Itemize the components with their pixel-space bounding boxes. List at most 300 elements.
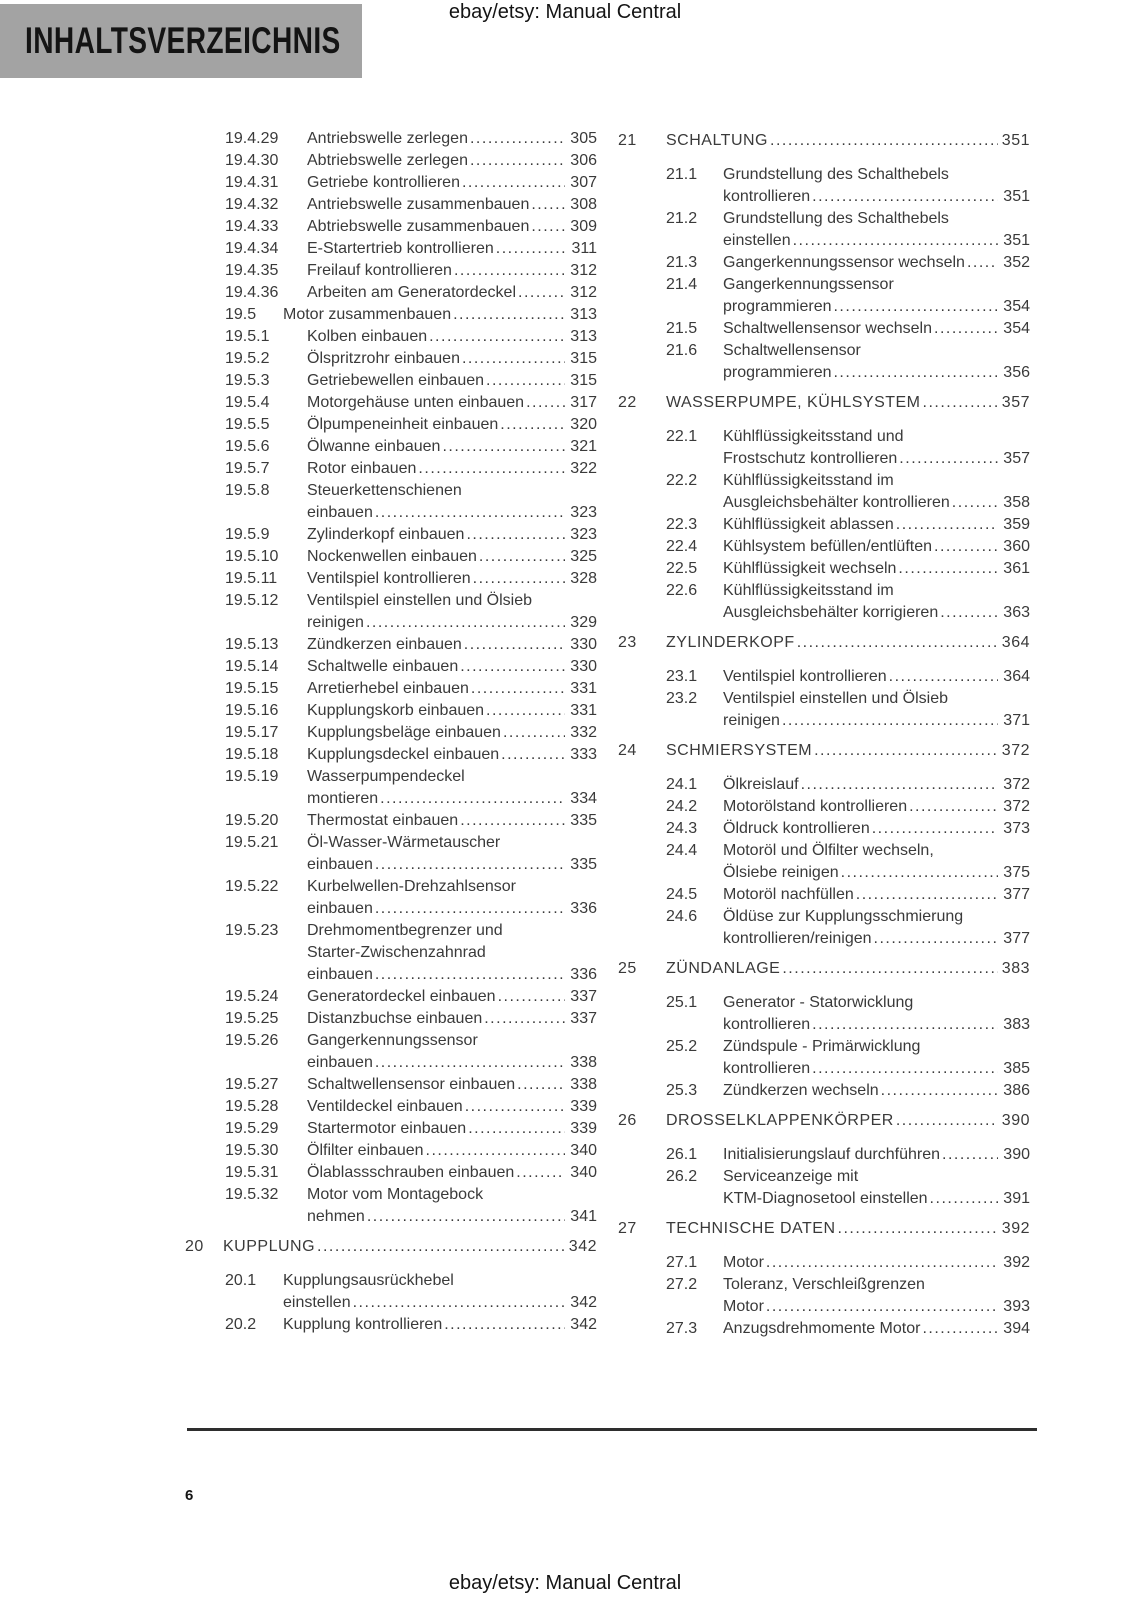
toc-entry-page: 351 [1001,132,1030,149]
toc-entry-number: 19.5.24 [225,988,279,1005]
dot-leader [500,414,565,436]
toc-entry-number: 22.1 [666,428,698,445]
toc-entry-number: 19.5.14 [225,658,279,675]
toc-entry-title: ZÜNDANLAGE [666,960,781,977]
toc-entry-number: 19.5.20 [225,812,279,829]
toc-entry [618,1036,1030,1080]
dot-leader [516,1162,565,1184]
toc-entry-page: 386 [1003,1082,1030,1099]
toc-entry-title: Zündkerzen einbauen [307,636,462,653]
toc-entry-body [307,480,597,524]
toc-entry-lastline [723,1014,1030,1036]
toc-entry-page: 360 [1003,538,1030,555]
toc-entry-page: 354 [1003,320,1030,337]
toc-entry-title: Kupplungskorb einbauen [307,702,485,719]
toc-entry-title: Motorölstand kontrollieren [723,798,908,815]
toc-entry-body [723,536,1030,558]
toc-entry-body [307,194,597,216]
toc-entry-body [283,1314,597,1336]
toc-entry-lastline [307,546,597,568]
toc-entry [185,436,597,458]
toc-entry-title: TECHNISCHE DATEN [666,1220,836,1237]
dot-leader [470,128,565,150]
toc-entry-title-line: Wasserpumpendeckel [307,768,465,785]
toc-entry-title: Startermotor einbauen [307,1120,467,1137]
toc-entry [618,666,1030,688]
toc-entry-title: programmieren [723,298,832,315]
toc-entry-number: 19.5.21 [225,834,279,851]
toc-entry-lastline [307,964,597,986]
toc-entry-body [283,1270,597,1314]
toc-entry [185,1030,597,1074]
toc-entry-lastline [307,744,597,766]
toc-entry-body [307,722,597,744]
toc-entry-lastline [307,458,597,480]
toc-entry-lastline [307,678,597,700]
toc-entry-body [723,1318,1030,1340]
toc-entry [618,252,1030,274]
dot-leader [923,392,998,414]
toc-entry-body [723,688,1030,732]
toc-entry-lastline [307,568,597,590]
toc-entry-body [723,1166,1030,1210]
toc-entry [185,172,597,194]
toc-entry-body [723,252,1030,274]
toc-entry-lastline [223,1236,597,1258]
toc-entry-lastline [666,1218,1030,1240]
toc-entry-number: 19.4.33 [225,218,279,235]
toc-entry-lastline [723,1188,1030,1210]
toc-entry-page: 351 [1003,188,1030,205]
toc-entry-number: 19.5.22 [225,878,279,895]
toc-entry [185,128,597,150]
toc-entry-lastline [307,1074,597,1096]
toc-entry-page: 340 [570,1164,597,1181]
toc-entry-page: 336 [570,966,597,983]
toc-entry-number: 22.6 [666,582,698,599]
toc-entry [185,370,597,392]
toc-entry-lastline [666,1110,1030,1132]
dot-leader [462,348,565,370]
toc-entry-lastline [283,304,597,326]
toc-entry-lastline [723,928,1030,950]
toc-entry-number: 20.2 [225,1316,257,1333]
toc-entry-lastline [307,194,597,216]
dot-leader [942,1144,998,1166]
toc-entry [185,1074,597,1096]
dot-leader [518,282,565,304]
toc-entry [185,722,597,744]
toc-entry-page: 317 [570,394,597,411]
toc-entry-title-line: Toleranz, Verschleißgrenzen [723,1276,925,1293]
toc-entry [185,260,597,282]
toc-entry-body [307,150,597,172]
dot-leader [770,130,998,152]
dot-leader [934,318,998,340]
toc-entry-title: Ölsiebe reinigen [723,864,839,881]
toc-entry-lastline [307,1096,597,1118]
dot-leader [471,678,565,700]
toc-entry-number: 25 [618,960,637,977]
toc-entry [185,524,597,546]
toc-entry-body [723,558,1030,580]
toc-entry-title: Generatordeckel einbauen [307,988,496,1005]
toc-entry-number: 22.4 [666,538,698,555]
toc-entry-lastline [307,414,597,436]
toc-entry-title-line: Kühlflüssigkeitsstand im [723,472,894,489]
dot-leader [797,632,998,654]
toc-entry [618,906,1030,950]
toc-entry-page: 335 [570,812,597,829]
toc-entry-title-line: Kühlflüssigkeitsstand und [723,428,904,445]
toc-entry [185,150,597,172]
toc-entry-body [307,832,597,876]
toc-entry-lastline [723,318,1030,340]
toc-entry [618,1144,1030,1166]
page-number: 6 [185,1487,194,1504]
dot-leader [484,1008,565,1030]
toc-entry-number: 21.5 [666,320,698,337]
toc-entry-page: 323 [570,526,597,543]
toc-entry-lastline [666,130,1030,152]
toc-entry-title-line: Motor vom Montagebock [307,1186,484,1203]
toc-entry-title: Motorgehäuse unten einbauen [307,394,525,411]
dot-leader [501,744,565,766]
toc-entry-body [723,274,1030,318]
toc-entry-lastline [723,186,1030,208]
toc-entry-page: 329 [570,614,597,631]
toc-entry-lastline [723,492,1030,514]
toc-entry-body [723,1036,1030,1080]
toc-entry-title: Schaltwelle einbauen [307,658,459,675]
toc-entry-number: 24.4 [666,842,698,859]
toc-entry-title: Kühlflüssigkeit ablassen [723,516,894,533]
toc-entry-title: einstellen [723,232,791,249]
toc-entry-title-line: Öldüse zur Kupplungsschmierung [723,908,964,925]
toc-entry-title: Schaltwellensensor einbauen [307,1076,516,1093]
toc-entry-number: 24.5 [666,886,698,903]
toc-entry-page: 373 [1003,820,1030,837]
dot-leader [498,986,565,1008]
toc-entry-lastline [723,666,1030,688]
toc-entry-lastline [307,150,597,172]
dot-leader [517,1074,565,1096]
toc-entry-body [307,128,597,150]
toc-entry-title: Motor [723,1298,764,1315]
toc-entry-lastline [723,536,1030,558]
dot-leader [317,1236,565,1258]
toc-entry-lastline [723,602,1030,624]
toc-entry [185,744,597,766]
toc-entry-page: 313 [570,306,597,323]
toc-entry-page: 315 [570,350,597,367]
toc-entry-title: KTM-Diagnosetool einstellen [723,1190,928,1207]
toc-entry-title: Motor zusammenbauen [283,306,452,323]
toc-entry-title: kontrollieren [723,1016,811,1033]
toc-entry-page: 391 [1003,1190,1030,1207]
toc-entry-number: 19.5.8 [225,482,270,499]
toc-entry-number: 23.1 [666,668,698,685]
toc-entry [185,458,597,480]
toc-entry-number: 26.1 [666,1146,698,1163]
dot-leader [486,700,565,722]
toc-entry-body [307,524,597,546]
toc-entry-page: 338 [570,1054,597,1071]
toc-entry-number: 24.2 [666,798,698,815]
toc-entry-page: 364 [1003,668,1030,685]
toc-entry [185,656,597,678]
toc-entry-page: 342 [570,1316,597,1333]
toc-entry-title-line: Generator - Statorwicklung [723,994,914,1011]
toc-entry-page: 342 [570,1294,597,1311]
toc-entry-body [307,370,597,392]
toc-entry-lastline [723,362,1030,384]
toc-entry-number: 27.1 [666,1254,698,1271]
toc-entry-body [666,130,1030,152]
toc-entry-lastline [723,818,1030,840]
toc-entry-title: kontrollieren [723,188,811,205]
toc-entry-body [307,1030,597,1074]
toc-entry-title-line: Öl-Wasser-Wärmetauscher [307,834,501,851]
toc-entry-title: Ventilspiel kontrollieren [307,570,471,587]
toc-entry-body [723,992,1030,1036]
toc-entry-page: 328 [570,570,597,587]
toc-entry-lastline [283,1314,597,1336]
toc-entry-body [307,656,597,678]
toc-entry-page: 372 [1001,742,1030,759]
toc-entry-body [307,568,597,590]
page-title-box [0,4,362,78]
toc-entry-body [307,1096,597,1118]
dot-leader [464,634,565,656]
toc-entry [618,774,1030,796]
toc-entry-number: 20 [185,1238,204,1255]
toc-entry-page: 331 [570,702,597,719]
toc-entry-title: Antriebswelle zerlegen [307,130,468,147]
toc-entry-body [307,282,597,304]
toc-entry-page: 357 [1003,450,1030,467]
toc-entry-lastline [307,1118,597,1140]
toc-entry-page: 372 [1003,798,1030,815]
toc-entry-body [307,216,597,238]
toc-entry-title-line: Gangerkennungssensor [307,1032,478,1049]
toc-entry-title: Getriebe kontrollieren [307,174,460,191]
toc-entry-page: 332 [570,724,597,741]
toc-entry-title-line: Kühlflüssigkeitsstand im [723,582,894,599]
toc-entry-body [307,260,597,282]
toc-entry-page: 385 [1003,1060,1030,1077]
toc-entry-body [723,906,1030,950]
toc-entry-title: Ventilspiel kontrollieren [723,668,887,685]
toc-entry-number: 19.5.31 [225,1164,279,1181]
toc-entry-title: Ventildeckel einbauen [307,1098,463,1115]
dot-leader [496,238,565,260]
toc-entry-page: 392 [1001,1220,1030,1237]
toc-entry-page: 354 [1003,298,1030,315]
toc-entry-body [283,304,597,326]
toc-entry-lastline [666,740,1030,762]
toc-entry-page: 342 [568,1238,597,1255]
toc-entry-page: 306 [570,152,597,169]
toc-entry-page: 383 [1001,960,1030,977]
toc-entry-title: Kupplungsdeckel einbauen [307,746,500,763]
toc-entry-body [723,1274,1030,1318]
dot-leader [470,150,565,172]
toc-entry-lastline [307,656,597,678]
toc-entry [618,1110,1030,1132]
toc-entry-body [723,796,1030,818]
toc-entry [185,1314,597,1336]
toc-entry-lastline [307,1052,597,1074]
toc-entry-body [307,590,597,634]
toc-entry [185,1236,597,1258]
toc-entry [618,1252,1030,1274]
toc-entry-page: 313 [570,328,597,345]
toc-entry-body [307,700,597,722]
toc-entry-body [307,634,597,656]
dot-leader [896,1110,998,1132]
toc-entry-number: 19.5.17 [225,724,279,741]
toc-entry [618,688,1030,732]
toc-entry [185,1140,597,1162]
header-label: ebay/etsy: Manual Central [448,1,682,23]
toc-entry-lastline [723,862,1030,884]
toc-entry [618,130,1030,152]
dot-leader [930,1188,998,1210]
toc-entry-lastline [723,1058,1030,1080]
toc-entry-page: 356 [1003,364,1030,381]
toc-entry [618,580,1030,624]
toc-entry-title-line: Ventilspiel einstellen und Ölsieb [307,592,533,609]
dot-leader [418,458,565,480]
toc-entry-number: 27 [618,1220,637,1237]
toc-entry-title: Nockenwellen einbauen [307,548,477,565]
toc-entry-title: Kupplung kontrollieren [283,1316,443,1333]
toc-entry-page: 390 [1001,1112,1030,1129]
toc-entry-number: 21.1 [666,166,698,183]
dot-leader [812,186,998,208]
toc-entry [185,414,597,436]
toc-entry-title: Öldruck kontrollieren [723,820,870,837]
toc-entry-body [307,1140,597,1162]
dot-leader [531,216,565,238]
toc-entry [618,958,1030,980]
toc-entry [618,796,1030,818]
toc-entry-title: Zylinderkopf einbauen [307,526,465,543]
toc-entry-title: Motoröl nachfüllen [723,886,854,903]
toc-entry-page: 392 [1003,1254,1030,1271]
toc-entry-body [723,426,1030,470]
toc-entry-page: 337 [570,988,597,1005]
toc-entry-page: 331 [570,680,597,697]
toc-entry-title: Freilauf kontrollieren [307,262,452,279]
toc-entry-title-line: Kupplungsausrückhebel [283,1272,454,1289]
toc-entry-title: Rotor einbauen [307,460,417,477]
toc-entry-page: 340 [570,1142,597,1159]
dot-leader [889,666,998,688]
dot-leader [812,1058,998,1080]
toc-entry-number: 19.5.32 [225,1186,279,1203]
dot-leader [838,1218,998,1240]
toc-entry-lastline [307,986,597,1008]
toc-entry-page: 320 [570,416,597,433]
toc-entry-lastline [666,632,1030,654]
toc-entry-page: 323 [570,504,597,521]
toc-entry-lastline [723,1144,1030,1166]
toc-entry-page: 330 [570,636,597,653]
toc-entry-number: 26.2 [666,1168,698,1185]
toc-entry-page: 377 [1003,930,1030,947]
toc-entry-title: Antriebswelle zusammenbauen [307,196,530,213]
dot-leader [899,448,998,470]
dot-leader [766,1296,998,1318]
dot-leader [782,710,998,732]
toc-entry-body [723,340,1030,384]
toc-entry-body [723,164,1030,208]
toc-entry-lastline [307,436,597,458]
toc-entry-body [307,1184,597,1228]
toc-entry-title: Abtriebswelle zusammenbauen [307,218,530,235]
toc-entry-body [666,958,1030,980]
toc-entry [185,810,597,832]
toc-entry-page: 311 [571,240,597,257]
toc-entry-body [307,414,597,436]
toc-entry-number: 19.5.2 [225,350,270,367]
toc-entry [185,1184,597,1228]
toc-entry [185,194,597,216]
toc-entry-title: Gangerkennungssensor wechseln [723,254,965,271]
toc-entry-lastline [307,238,597,260]
toc-entry-title: KUPPLUNG [223,1238,316,1255]
toc-entry-lastline [307,1206,597,1228]
toc-entry-title: Kühlflüssigkeit wechseln [723,560,897,577]
toc-entry-lastline [723,774,1030,796]
toc-entry-title: Ölablassschrauben einbauen [307,1164,515,1181]
toc-entry-lastline [307,260,597,282]
toc-entry-title: Zündkerzen wechseln [723,1082,879,1099]
toc-entry-title: Ausgleichsbehälter kontrollieren [723,494,950,511]
toc-entry-body [723,208,1030,252]
toc-entry [618,1318,1030,1340]
toc-entry-title-line: Drehmomentbegrenzer und [307,922,503,939]
dot-leader [380,788,565,810]
toc-entry-title: einbauen [307,856,373,873]
toc-entry-lastline [307,898,597,920]
toc-entry-title: Motor [723,1254,764,1271]
toc-entry-title: nehmen [307,1208,365,1225]
toc-entry-title: Kolben einbauen [307,328,428,345]
toc-entry-number: 23.2 [666,690,698,707]
dot-leader [814,740,998,762]
toc-entry-body [307,458,597,480]
toc-entry-title: Arretierhebel einbauen [307,680,469,697]
dot-leader [801,774,998,796]
toc-entry-number: 19.5.19 [225,768,279,785]
dot-leader [462,172,565,194]
toc-entry-page: 338 [570,1076,597,1093]
toc-entry-lastline [307,700,597,722]
dot-leader [426,1140,565,1162]
toc-entry [618,470,1030,514]
toc-entry [185,920,597,986]
toc-entry-body [307,678,597,700]
toc-entry-page: 361 [1003,560,1030,577]
toc-entry-page: 335 [570,856,597,873]
toc-entry-lastline [723,1318,1030,1340]
toc-entry-number: 22.2 [666,472,698,489]
toc-entry-lastline [723,448,1030,470]
toc-entry-number: 19.5.11 [225,570,278,587]
